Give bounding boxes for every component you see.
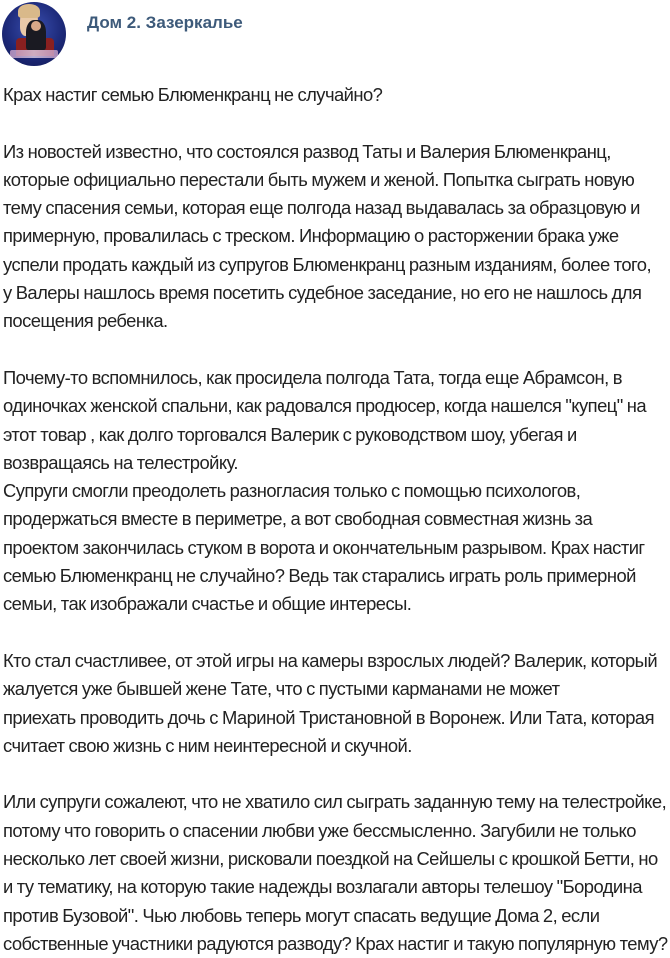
paragraph-gap [3, 109, 670, 137]
post-line: Или супруги сожалеют, что не хватило сил сыграть заданную тему на телестройке, [3, 791, 667, 813]
post-line: жалуется уже бывшей жене Тате, что с пустыми карманами не может [3, 678, 560, 700]
post-line: посещения ребенка. [3, 310, 168, 332]
paragraph-gap [3, 760, 670, 788]
paragraph-gap [3, 619, 670, 647]
post-line: семью Блюменкранц не случайно? Ведь так старались играть роль примерной [3, 565, 636, 587]
avatar-caption [10, 50, 58, 58]
post-line: против Бузовой". Чью любовь теперь могут спасать ведущие Дома 2, если [3, 904, 600, 926]
post-line: у Валеры нашлось время посетить судебное заседание, но его не нашлось для [3, 282, 642, 304]
post-header [0, 0, 670, 70]
post-line: Из новостей известно, что состоялся развод Таты и Валерия Блюменкранц, [3, 140, 611, 162]
post-line: тему спасения семьи, которая еще полгода назад выдавалась за образцовую и [3, 197, 640, 219]
post-text [3, 81, 670, 958]
paragraph-gap [3, 336, 670, 364]
post-line: приехать проводить дочь с Мариной Тристановной в Воронеж. Или Тата, которая [3, 706, 654, 728]
post-line: которые официально перестали быть мужем и женой. Попытка сыграть новую [3, 168, 635, 190]
post-line: возвращаясь на телестройку. [3, 451, 238, 473]
post-line: семьи, так изображали счастье и общие интересы. [3, 593, 412, 615]
post-line: несколько лет своей жизни, рисковали поездкой на Сейшелы с крошкой Бетти, но [3, 848, 658, 870]
post-line: и ту тематику, на которую такие надежды возлагали авторы телешоу "Бородина [3, 876, 642, 898]
post-line: примерную, провалилась с треском. Информацию о расторжении брака уже [3, 225, 619, 247]
post-line: успели продать каждый из супругов Блюменкранц разным изданиям, более того, [3, 253, 652, 275]
post-line: продержаться вместе в периметре, а вот свободная совместная жизнь за [3, 508, 593, 530]
post-line: Кто стал счастливее, от этой игры на камеры взрослых людей? Валерик, который [3, 649, 658, 671]
post-line: потому что говорить о спасении любви уже бессмысленно. Загубили не только [3, 819, 636, 841]
community-name-link[interactable]: Дом 2. Зазеркалье [87, 13, 243, 32]
avatar-figure-man [26, 20, 46, 50]
community-avatar-icon[interactable] [2, 2, 66, 66]
post-line: проектом закончилась стуком в ворота и окончательным разрывом. Крах настиг [3, 536, 645, 558]
post-line: одиночках женской спальни, как радовался продюсер, когда нашелся "купец" на [3, 395, 647, 417]
post-line: Крах настиг семью Блюменкранц не случайно? [3, 84, 383, 105]
post-line: Супруги смогли преодолеть разногласия только с помощью психологов, [3, 480, 581, 502]
post-line: Почему-то вспомнилось, как просидела полгода Тата, тогда еще Абрамсон, в [3, 366, 622, 388]
post-line: этот товар , как долго торговался Валерик с руководством шоу, убегая и [3, 423, 577, 445]
post-line: собственные участники радуются разводу? Крах настиг и такую популярную тему? [3, 932, 668, 954]
post-line: считает свою жизнь с ним неинтересной и скучной. [3, 734, 412, 756]
